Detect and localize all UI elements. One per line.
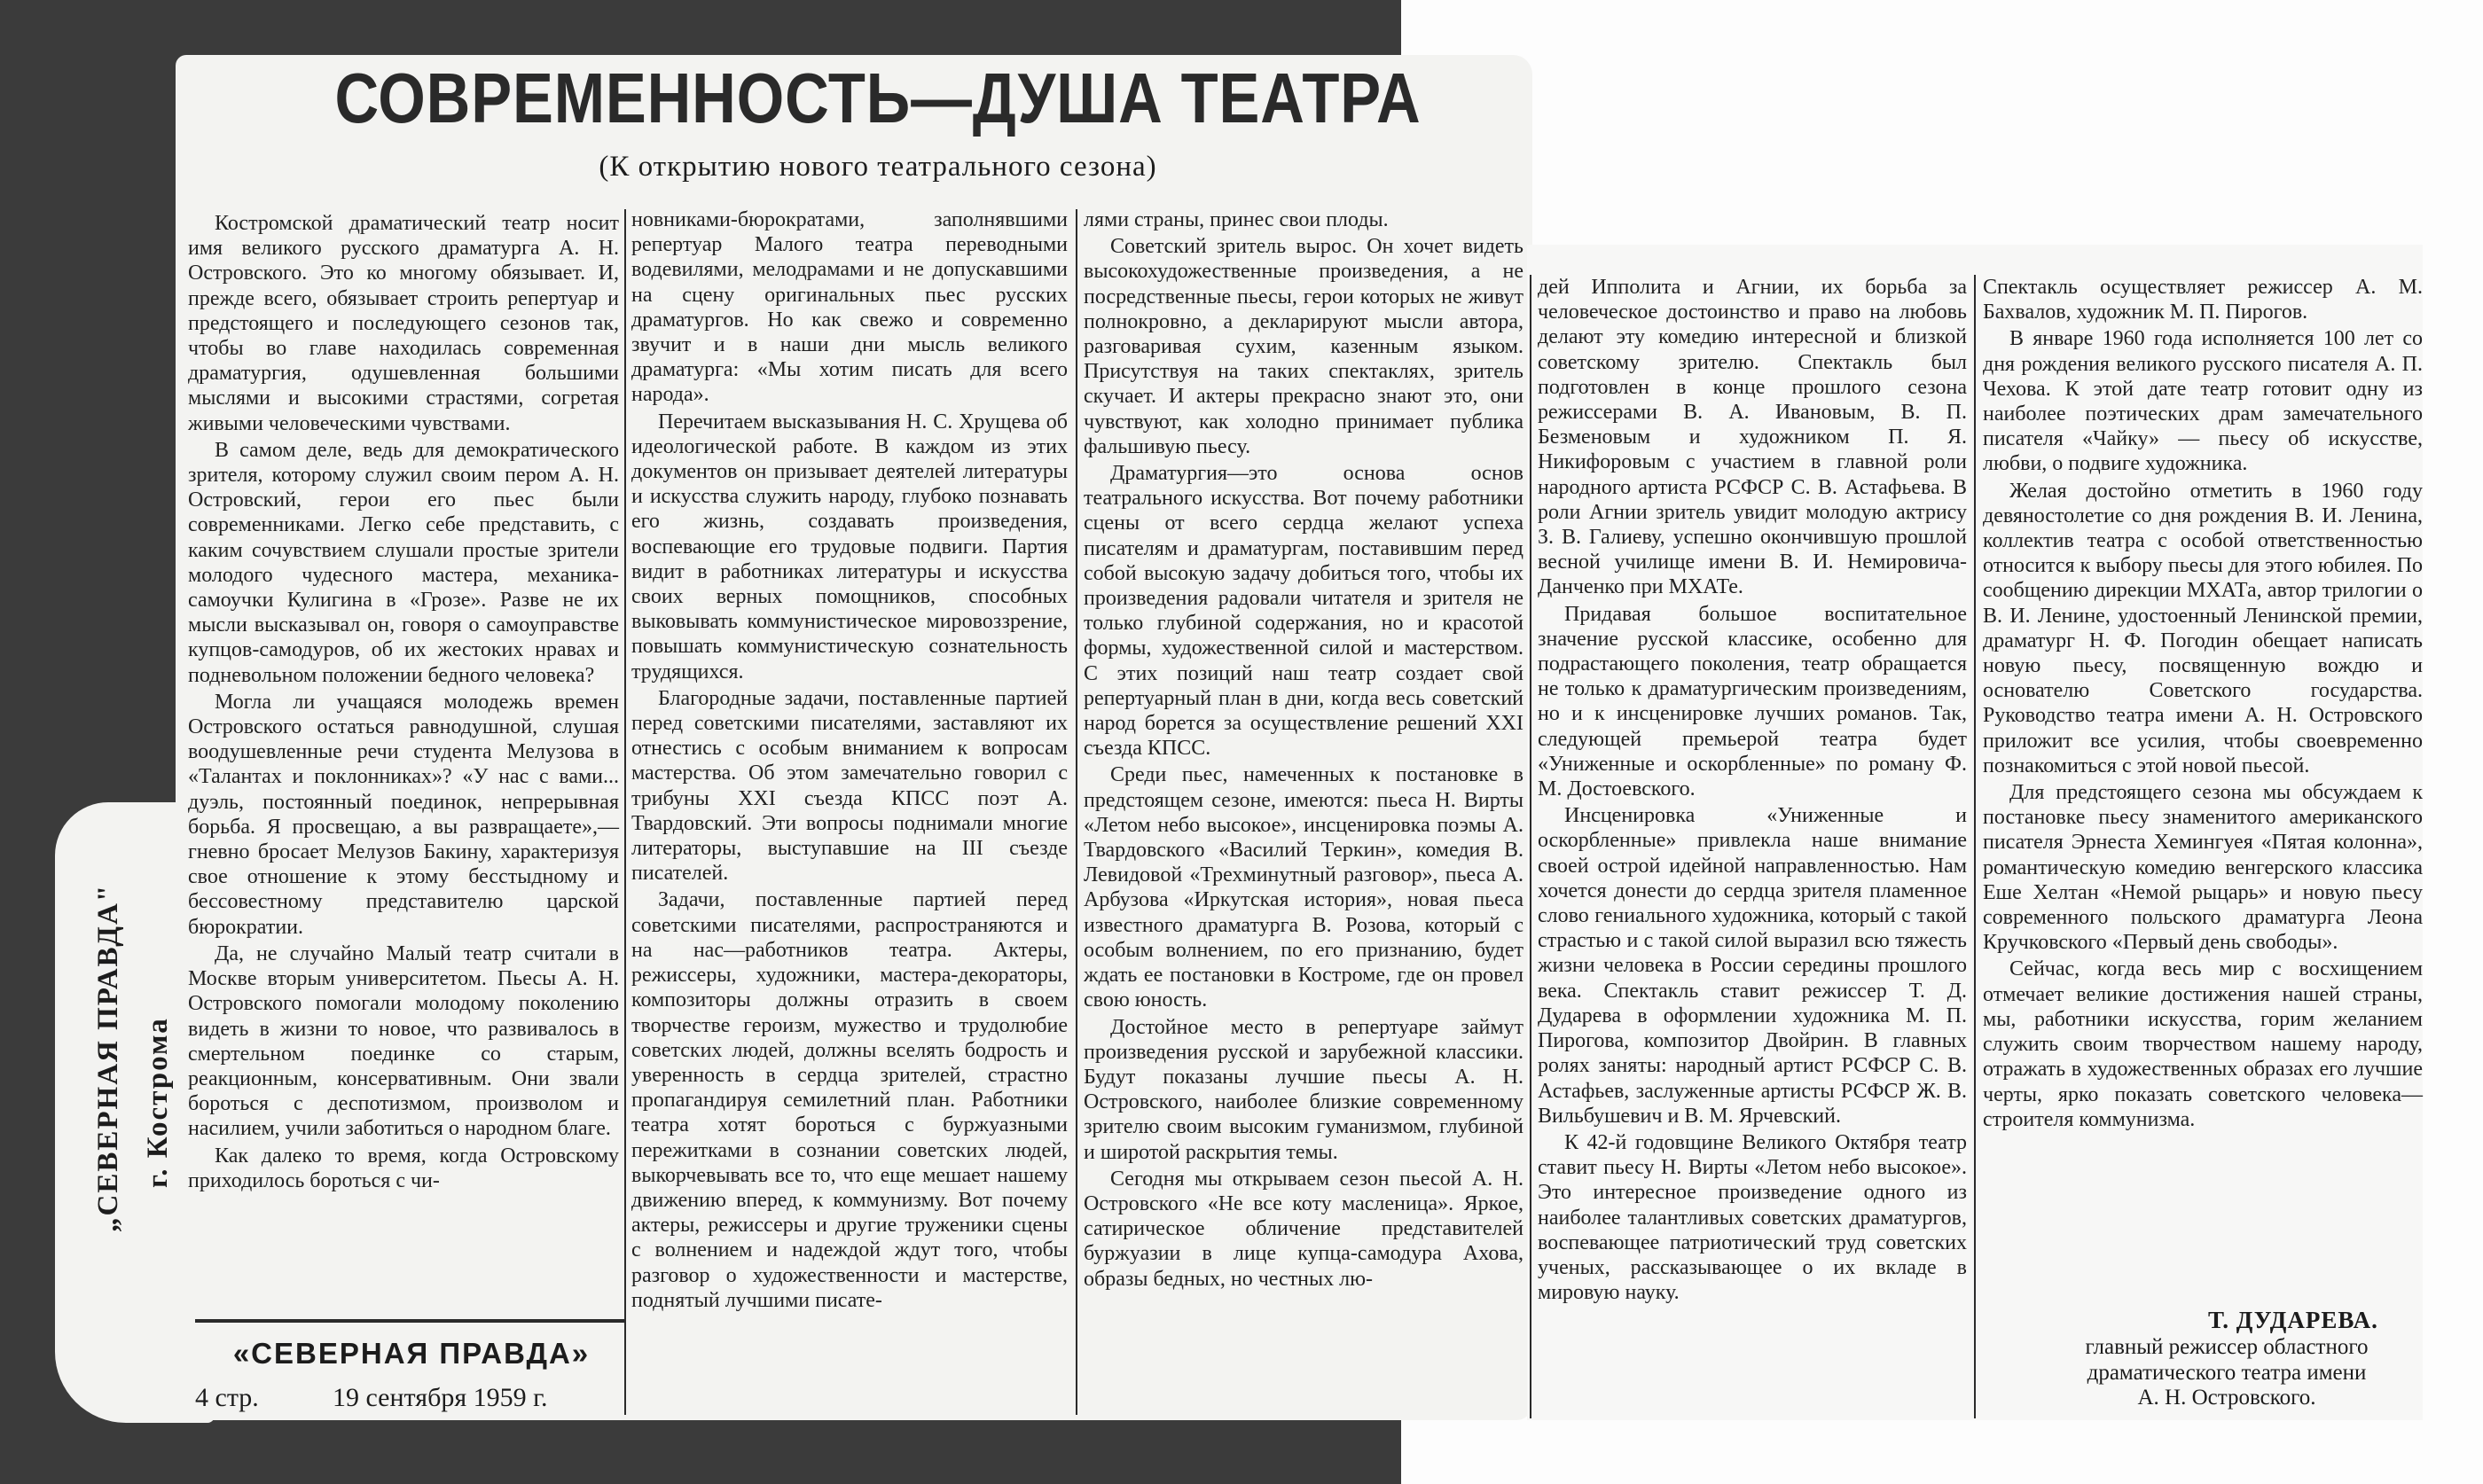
paragraph: Благородные задачи, поставленные партией перед советскими писателями, заставляют их отнестись с особым вниманием к вопросам мастерства. Об этом замечательно говорил с трибуны XXI съезда КПСС поэт А. Твардовский. Эти вопросы поднимали многие литераторы, выступавшие на III съезде писателей. bbox=[631, 686, 1068, 886]
author-role bbox=[2036, 1335, 2417, 1411]
paragraph: Сейчас, когда весь мир с восхищением отмечает великие достижения нашей страны, мы, работники искусства, горим желанием служить своим творчеством нашему народу, отражать в художественных образах его лучшие черты, ярко показать советского человека—строителя коммунизма. bbox=[1983, 957, 2423, 1131]
text-column-3 bbox=[1084, 207, 1523, 1413]
column-divider bbox=[624, 209, 626, 1415]
text-column-4 bbox=[1538, 275, 1967, 1417]
article-headline: СОВРЕМЕННОСТЬ—ДУША ТЕАТРА bbox=[334, 59, 1422, 137]
author-name: Т. ДУДАРЕВА. bbox=[2208, 1307, 2378, 1333]
paragraph: Перечитаем высказывания Н. С. Хрущева об идеологической работе. В каждом из этих документов он призывает деятелей литературы и искусства служить народу, глубоко познавать его жизнь, создавать произведения, воспевающие его трудовые подвиги. Партия видит в работниках литературы и искусства своих верных помощников, способных выковывать коммунистическое мировоззрение, повышать коммунистическую сознательность трудящихся. bbox=[631, 410, 1068, 683]
paragraph: лями страны, принес свои плоды. bbox=[1084, 208, 1389, 231]
text-column-5 bbox=[1983, 275, 2423, 1356]
footer-masthead: «СЕВЕРНАЯ ПРАВДА» bbox=[232, 1337, 591, 1370]
paragraph: Костромской драматический театр носит имя великого русского драматурга А. Н. Островского. Это ко многому обязывает. И, прежде всего, обязывает строить репертуар и предстоящего и последующего сезонов так, чтобы во главе находилась современная драматургия, одушевленная большими мыслями и высокими страстями, согретая живыми человеческими чувствами. bbox=[188, 212, 619, 435]
paragraph: В самом деле, ведь для демократического зрителя, которому служил своим пером А. Н. Островский, герои его пьес были современниками. Легко себе представить, с каким сочувствием слушали простые зрители молодого чудесного мастера, механика-самоучки Кулигина в «Грозе». Разве не их мысли высказывал он, говоря о самоуправстве купцов-самодуров, об их жестоких нравах и подневольном положении бедного человека? bbox=[188, 438, 619, 687]
paragraph: новниками-бюрократами, заполнявшими репертуар Малого театра переводными водевилями, мелодрамами и не допускавшими на сцену оригинальных пьес русских драматургов. Но как свежо и современно звучит и в наши дни мысль великого драматурга: «Мы хотим писать для всего народа». bbox=[631, 208, 1068, 407]
paragraph: Достойное место в репертуаре займут произведения русской и зарубежной классики. Будут показаны лучшие пьесы А. Н. Островского, наиболее близкие современному зрителю своим высоким гуманизмом, глубиной и широтой раскрытия темы. bbox=[1084, 1015, 1523, 1164]
paragraph: Как далеко то время, когда Островскому приходилось бороться с чи- bbox=[188, 1144, 619, 1192]
author-role-line: А. Н. Островского. bbox=[2137, 1386, 2316, 1410]
article-subheadline: (К открытию нового театрального сезона) bbox=[599, 151, 1157, 183]
column-divider bbox=[1530, 275, 1531, 1418]
paragraph: Инсценировка «Униженные и оскорбленные» привлекла наше внимание своей острой идейной направленностью. Нам хочется донести до сердца зрителя пламенное слово гениального художника, который с такой страстью и с такой силой выразил всю тяжесть жизни человека в России середины прошлого века. Спектакль ставит режиссер Т. Д. Дударева в оформлении художника М. П. Пирогова, композитор Двойрин. В главных ролях заняты: народный артист РСФСР С. В. Астафьев, заслуженные артисты РСФСР Ж. В. Вильбушевич и В. М. Ярчевский. bbox=[1538, 804, 1967, 1128]
paragraph: Спектакль осуществляет режиссер А. М. Бахвалов, художник М. П. Пирогов. bbox=[1983, 276, 2423, 324]
paragraph: Среди пьес, намеченных к постановке в предстоящем сезоне, имеются: пьеса Н. Вирты «Летом небо высокое», инсценировка поэмы А. Твардовского «Василий Теркин», комедия В. Левидовой «Трехминутный разговор», пьеса А. Арбузова «Иркутская история», новая пьеса известного драматурга В. Розова, который с особым волнением, по его признанию, будет ждать ее постановки в Костроме, где он провел свою юность. bbox=[1084, 763, 1523, 1012]
column-divider bbox=[1076, 209, 1077, 1415]
paragraph: Советский зритель вырос. Он хочет видеть высокохудожественные произведения, а не посредственные пьесы, герои которых не живут полнокровно, а декларируют мысли автора, разговаривая сухим, казенным языком. Присутствуя на таких спектаклях, зритель скучает. И актеры прекрасно знают это, они чувствуют, как холодно принимает публика фальшивую пьесу. bbox=[1084, 235, 1523, 458]
paragraph: Да, не случайно Малый театр считали в Москве вторым университетом. Пьесы А. Н. Островского помогали молодому поколению видеть в жизни то новое, что развивалось в смертельном поединке со старым, реакционным, консервативным. Они звали бороться с деспотизмом, произволом и насилием, учили заботиться о народном благе. bbox=[188, 941, 619, 1141]
paragraph: Могла ли учащаяся молодежь времен Островского остаться равнодушной, слушая воодушевленные речи студента Мелузова в «Талантах и поклонниках»? «У нас с вами... дуэль, постоянный поединок, непрерывная борьба. Я просвещаю, а вы развращаете»,—гневно бросает Мелузов Бакину, характеризуя свое отношение к этому бесстыдному и бессовестному представителю царской бюрократии. bbox=[188, 690, 619, 939]
text-column-1 bbox=[188, 211, 619, 1230]
paragraph: Задачи, поставленные партией перед советскими писателями, распространяются и на нас—работников театра. Актеры, режиссеры, художники, мастера-декораторы, композиторы должны отразить в своем творчестве героизм, мужество и трудолюбие советских людей, должны вселять бодрость и уверенность в сердца зрителей, страстно пропагандируя семилетний план. Работники театра хотят бороться с буржуазными пережитками в сознании советских людей, выкорчевывать все то, что еще мешает нашему движению вперед, к коммунизму. Вот почему актеры, режиссеры и другие труженики сцены с волнением и надеждой ждут того, чтобы разговор о художественности и мастерстве, поднятый лучшими писате- bbox=[631, 888, 1068, 1312]
footer-date: 19 сентября 1959 г. bbox=[333, 1383, 548, 1412]
footer-page-number: 4 стр. bbox=[195, 1383, 259, 1412]
text-column-2 bbox=[631, 207, 1068, 1413]
sidebar-city: г. Кострома bbox=[142, 1017, 174, 1188]
paragraph: Желая достойно отметить в 1960 году девяностолетие со дня рождения В. И. Ленина, коллектив театра с особой ответственностью относится к выбору пьесы для этого юбилея. По сообщению дирекции МХАТа, автор трилогии о В. И. Ленине, удостоенный Ленинской премии, драматург Н. Ф. Погодин обещает написать новую пьесу, посвященную вождю и основателю Советского государства. Руководство театра имени А. Н. Островского приложит все усилия, чтобы своевременно познакомиться с этой новой пьесой. bbox=[1983, 479, 2423, 777]
paragraph: В январе 1960 года исполняется 100 лет со дня рождения великого русского писателя А. П. Чехова. К этой дате театр готовит одну из наиболее поэтических драм замечательного писателя «Чайку» — пьесу об искусстве, любви, о подвиге художника. bbox=[1983, 327, 2423, 476]
sidebar-newspaper-name: „СЕВЕРНАЯ ПРАВДА" bbox=[92, 883, 124, 1232]
footer-rule bbox=[195, 1319, 624, 1323]
column-divider bbox=[1974, 275, 1976, 1418]
paragraph: Сегодня мы открываем сезон пьесой А. Н. Островского «Не все коту масленица». Яркое, сатирическое обличение представителей буржуазии в лице купца-самодура Ахова, образы бедных, но честных лю- bbox=[1084, 1167, 1523, 1291]
author-role-line: главный режиссер областного bbox=[2085, 1335, 2369, 1359]
paragraph: Драматургия—это основа основ театрального искусства. Вот почему работники сцены от всего сердца желают успеха писателям и драматургам, поставившим перед собой высокую задачу добиться того, чтобы их произведения радовали читателя и зрителя не только глубиной содержания, но и красотой формы, художественной силой и мастерством. С этих позиций наш театр создает свой репертуарный план в дни, когда весь советский народ борется за осуществление решений XXI съезда КПСС. bbox=[1084, 462, 1523, 761]
author-role-line: драматического театра имени bbox=[2087, 1360, 2367, 1385]
paragraph: Для предстоящего сезона мы обсуждаем к постановке пьесу знаменитого американского писателя Эрнеста Хемингуея «Пятая колонна», романтическую комедию венгерского классика Еше Хелтан «Немой рыцарь» и новую пьесу современного польского драматурга Леона Кручковского «Первый день свободы». bbox=[1983, 781, 2423, 955]
paragraph: Придавая большое воспитательное значение русской классике, особенно для подрастающего поколения, театр обращается не только к драматургическим произведениям, но и к инсценировке лучших романов. Так, следующей премьерой театра будет «Униженные и оскорбленные» по роману Ф. М. Достоевского. bbox=[1538, 602, 1967, 801]
paragraph: К 42-й годовщине Великого Октября театр ставит пьесу Н. Вирты «Летом небо высокое». Это интересное произведение одного из наиболее талантливых советских драматургов, воспевающее патриотический труд советских ученых, рассказывающее о их вкладе в мировую науку. bbox=[1538, 1130, 1967, 1305]
paragraph: дей Ипполита и Агнии, их борьба за человеческое достоинство и право на любовь делают эту комедию интересной и близкой советскому зрителю. Спектакль был подготовлен в конце прошлого сезона режиссерами В. А. Ивановым, В. П. Безменовым и художником П. Я. Никифоровым с участием в главной роли народного артиста РСФСР С. В. Астафьева. В роли Агнии зритель увидит молодую актрису З. В. Галиеву, успешно окончившую прошлой весной училище имени В. И. Немировича-Данченко при МХАТе. bbox=[1538, 276, 1967, 599]
